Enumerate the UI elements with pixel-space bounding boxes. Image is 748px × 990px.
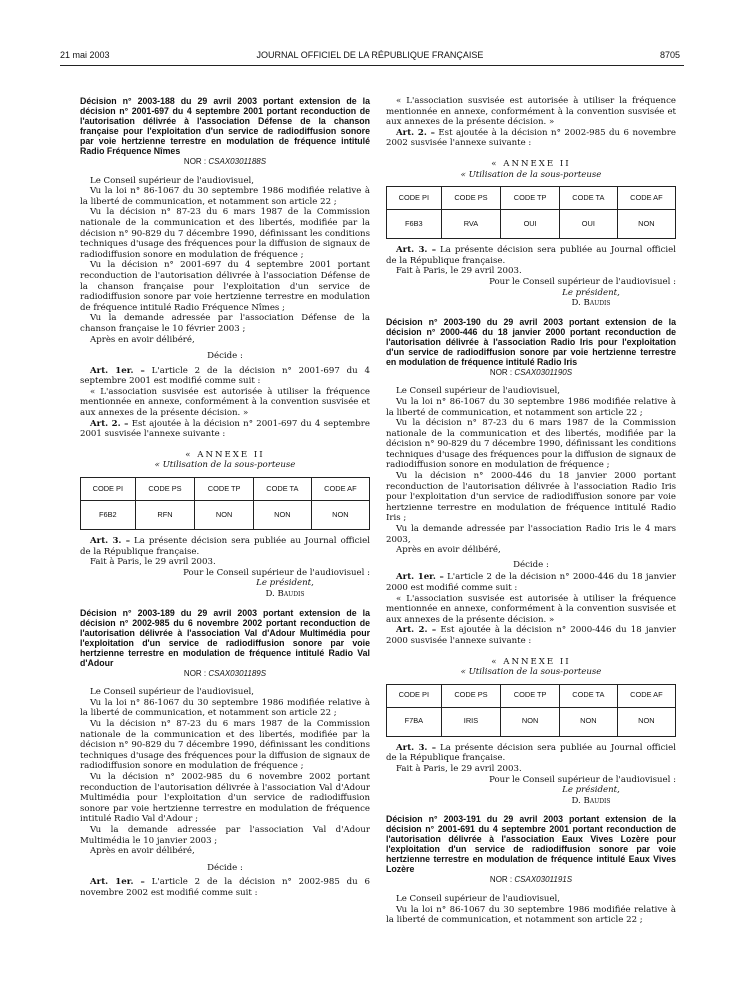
table-header-cell: CODE PS [135,478,195,501]
table-header-cell: CODE AF [617,187,675,210]
paragraph: Vu la loi n° 86-1067 du 30 septembre 1986 modifiée relative à la liberté de communication, et notamment son article 22 ; [386,396,676,418]
left-column [80,96,370,898]
table-header-cell: CODE PS [441,187,501,210]
paragraph: Vu la demande adressée par l'association Val d'Adour Multimédia le 10 janvier 2003 ; [80,824,370,846]
table-header-cell: CODE TP [501,684,560,707]
header-date: 21 mai 2003 [60,50,110,60]
paragraph: Vu la décision n° 2001-697 du 4 septembre 2001 portant reconduction de l'autorisation délivrée à l'association Défense de la chanson française pour l'exploitation d'un service de radiodiffusion sonore par voie hertzienne terrestre en modulation de fréquence intitulé Radio Fréquence Nîmes ; [80,260,370,313]
table-cell: RVA [441,210,501,239]
article-1: Art. 1er. – L'article 2 de la décision n° 2000-446 du 18 janvier 2000 est modifié comme suit : [386,572,677,593]
signature-title: Le président, [562,287,620,298]
table-cell: F6B3 [387,210,442,239]
table-cell: NON [617,707,675,736]
signature-title: Le président, [256,578,314,589]
decision-title: Décision n° 2003-190 du 29 avril 2003 portant extension de la décision n° 2000-446 du 18 janvier 2000 portant reconduction de l'autorisation délivrée à l'association Radio Iris pour l'exploitation d'un service de radiodiffusion sonore par voie hertzienne terrestre en modulation de fréquence intitulé Radio Iris [386,316,676,367]
table-cell: F7BA [387,707,442,736]
paragraph: Vu la loi n° 86-1067 du 30 septembre 1986 modifiée relative à la liberté de communication, et notamment son article 22 ; [80,697,370,719]
paragraph: Après en avoir délibéré, [90,334,195,345]
signature-name: D. Baudis [571,795,611,806]
table-header-cell: CODE TA [253,478,311,501]
decision-title: Décision n° 2003-189 du 29 avril 2003 portant extension de la décision n° 2002-985 du 6 novembre 2002 portant reconduction de l'autorisation délivrée à l'association Val d'Adour Multimédia pour l'exploitation d'un service de radiodiffusion sonore par voie hertzienne terrestre en modulation de fréquence intitulé Radio Val d'Adour [80,607,370,668]
paragraph: Après en avoir délibéré, [90,846,195,857]
header-journal-title: JOURNAL OFFICIEL DE LA RÉPUBLIQUE FRANÇAISE [256,50,484,60]
paragraph: Vu la décision n° 87-23 du 6 mars 1987 de la Commission nationale de la communication et des libertés, modifiée par la décision n° 90-829 du 7 décembre 1990, définissant les conditions techniques d'usage des fréquences pour la diffusion de signaux de radiodiffusion sonore en modulation de fréquence ; [80,718,370,772]
signature-place-date: Fait à Paris, le 29 avril 2003. [396,763,522,774]
table-header-cell: CODE TP [501,187,560,210]
decision-title: Décision n° 2003-188 du 29 avril 2003 portant extension de la décision n° 2001-697 du 4 septembre 2001 portant reconduction de l'autorisation délivrée à l'association Défense de la chanson française pour l'exploitation d'un service de radiodiffusion sonore par voie hertzienne terrestre en modulation de fréquence intitulé Radio Fréquence Nîmes [80,96,370,156]
paragraph: Le Conseil supérieur de l'audiovisuel, [396,386,561,397]
nor-reference: NOR : CSAX0301188S [183,157,267,166]
paragraph: Le Conseil supérieur de l'audiovisuel, [90,687,255,698]
article-quote: « L'association susvisée est autorisée à utiliser la fréquence mentionnée en annexe, conformément à la convention susvisée et aux annexes de la présente décision. » [386,593,676,625]
nor-reference: NOR : CSAX0301190S [489,367,573,377]
table-cell: NON [253,501,311,530]
signature-place-date: Fait à Paris, le 29 avril 2003. [396,266,522,277]
signature-authority: Pour le Conseil supérieur de l'audiovisuel : [489,276,676,287]
table-header-cell: CODE AF [617,684,675,707]
annexe-subtitle: « Utilisation de la sous-porteuse [460,667,602,678]
subcarrier-table [80,477,370,530]
decision-title: Décision n° 2003-191 du 29 avril 2003 portant extension de la décision n° 2001-691 du 4 septembre 2001 portant reconduction de l'autorisation délivrée à l'association Eaux Vives Lozère pour l'exploitation d'un service de radiodiffusion sonore par voie hertzienne terrestre en modulation de fréquence intitulé Eaux Vives Lozère [386,814,676,875]
table-cell: IRIS [441,707,501,736]
table-header-cell: CODE TA [559,187,617,210]
table-cell: OUI [501,210,560,239]
annexe-heading: « ANNEXE II [185,449,265,460]
decide-heading: Décide : [207,862,243,873]
article-2: Art. 2. – Est ajoutée à la décision n° 2001-697 du 4 septembre 2001 susvisée l'annexe suivante : [80,418,371,440]
table-header-cell: CODE TP [195,478,254,501]
header-page-number: 8705 [659,50,680,60]
table-row [387,210,676,239]
table-header-cell: CODE PI [387,684,442,707]
table-cell: NON [617,210,675,239]
paragraph: Le Conseil supérieur de l'audiovisuel, [396,893,561,904]
table-cell: RFN [135,501,195,530]
article-3: Art. 3. – La présente décision sera publiée au Journal officiel de la République française. [386,245,676,266]
decide-heading: Décide : [513,559,549,570]
subcarrier-table [386,186,676,239]
signature-name: D. Baudis [571,298,611,309]
paragraph: Vu la décision n° 87-23 du 6 mars 1987 de la Commission nationale de la communication et des libertés, modifiée par la décision n° 90-829 du 7 décembre 1990, définissant les conditions techniques d'usage des fréquences pour la diffusion de signaux de radiodiffusion sonore en modulation de fréquence ; [386,418,676,471]
table-header-cell: CODE AF [311,478,369,501]
article-2: Art. 2. – Est ajoutée à la décision n° 2002-985 du 6 novembre 2002 susvisée l'annexe suivante : [386,127,676,149]
annexe-heading: « ANNEXE II [491,656,571,667]
article-2: Art. 2. – Est ajoutée à la décision n° 2000-446 du 18 janvier 2000 susvisée l'annexe suivante : [386,625,676,646]
table-cell: F6B2 [81,501,136,530]
paragraph: Vu la décision n° 2000-446 du 18 janvier 2000 portant reconduction de l'autorisation délivrée à l'association Radio Iris pour l'exploitation d'un service de radiodiffusion sonore par voie hertzienne terrestre en modulation de fréquence intitulé Radio Iris ; [386,471,676,524]
table-cell: OUI [559,210,617,239]
paragraph: Vu la demande adressée par l'association Radio Iris le 4 mars 2003, [386,524,676,545]
table-header-cell: CODE TA [559,684,617,707]
page-header [60,50,680,64]
annexe-subtitle: « Utilisation de la sous-porteuse [154,460,296,471]
header-rule [60,65,684,66]
subcarrier-table [386,684,676,737]
table-cell: NON [559,707,617,736]
table-cell: NON [195,501,254,530]
table-cell: NON [501,707,560,736]
article-quote: « L'association susvisée est autorisée à utiliser la fréquence mentionnée en annexe, conformément à la convention susvisée et aux annexes de la présente décision. » [80,386,370,419]
table-header-cell: CODE PI [81,478,136,501]
article-1: Art. 1er. – L'article 2 de la décision n° 2001-697 du 4 septembre 2001 est modifié comme suit : [80,365,370,387]
article-3: Art. 3. – La présente décision sera publiée au Journal officiel de la République française. [80,536,370,557]
table-cell: NON [311,501,369,530]
paragraph: Vu la décision n° 2002-985 du 6 novembre 2002 portant reconduction de l'autorisation délivrée à l'association Val d'Adour Multimédia pour l'exploitation d'un service de radiodiffusion sonore par voie hertzienne terrestre en modulation de fréquence intitulé Radio Val d'Adour ; [80,771,370,825]
paragraph: Vu la loi n° 86-1067 du 30 septembre 1986 modifiée relative à la liberté de communication, et notamment son article 22 ; [80,186,370,207]
signature-place-date: Fait à Paris, le 29 avril 2003. [90,557,216,568]
signature-authority: Pour le Conseil supérieur de l'audiovisuel : [489,774,676,785]
table-header-cell: CODE PS [441,684,501,707]
signature-title: Le président, [562,785,620,796]
paragraph: Après en avoir délibéré, [396,545,501,556]
paragraph: Le Conseil supérieur de l'audiovisuel, [90,175,255,186]
article-quote: « L'association susvisée est autorisée à utiliser la fréquence mentionnée en annexe, conformément à la convention susvisée et aux annexes de la présente décision. » [386,96,676,128]
paragraph: Vu la loi n° 86-1067 du 30 septembre 1986 modifiée relative à la liberté de communication, et notamment son article 22 ; [386,904,676,926]
paragraph: Vu la décision n° 87-23 du 6 mars 1987 de la Commission nationale de la communication et des libertés, modifiée par la décision n° 90-829 du 7 décembre 1990, définissant les conditions techniques d'usage des fréquences pour la diffusion de signaux de radiodiffusion sonore en modulation de fréquence ; [80,207,370,260]
annexe-heading: « ANNEXE II [491,158,571,169]
right-column [386,96,676,926]
table-row [81,501,370,530]
table-header-cell: CODE PI [387,187,442,210]
paragraph: Vu la demande adressée par l'association Défense de la chanson française le 10 février 2003 ; [80,313,370,334]
nor-reference: NOR : CSAX0301191S [489,875,573,885]
article-3: Art. 3. – La présente décision sera publiée au Journal officiel de la République française. [386,742,676,764]
annexe-subtitle: « Utilisation de la sous-porteuse [460,169,602,180]
signature-authority: Pour le Conseil supérieur de l'audiovisuel : [183,567,370,578]
signature-name: D. Baudis [265,589,305,599]
nor-reference: NOR : CSAX0301189S [183,668,267,678]
table-row [387,707,676,736]
decide-heading: Décide : [207,351,243,362]
article-1: Art. 1er. – L'article 2 de la décision n° 2002-985 du 6 novembre 2002 est modifié comme suit : [80,877,370,898]
